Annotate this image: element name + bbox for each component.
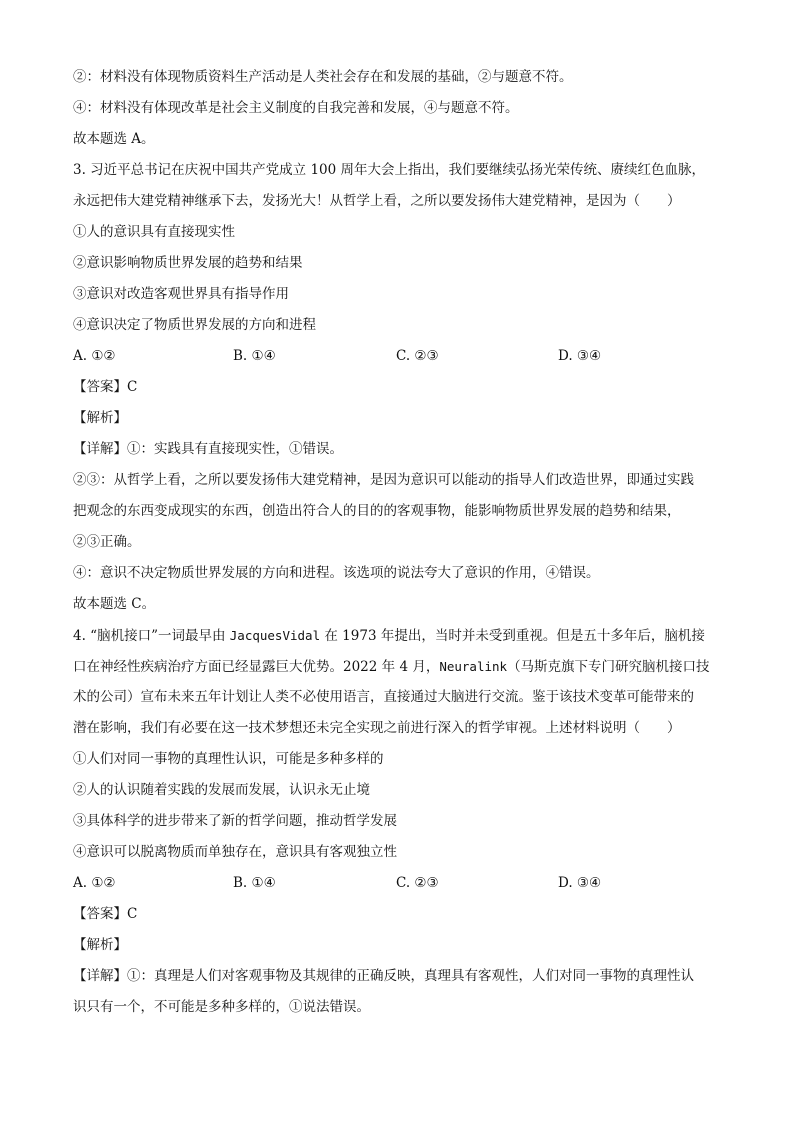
choice-c: C. ②③ xyxy=(396,348,439,364)
option-statement: ④意识可以脱离物质而单独存在，意识具有客观独立性 xyxy=(73,844,397,860)
question-4 xyxy=(73,620,723,1023)
detail-line: 识只有一个，不可能是多种多样的，①说法错误。 xyxy=(73,999,370,1015)
question-stem: 3. 习近平总书记在庆祝中国共产党成立 100 周年大会上指出，我们要继续弘扬光荣传统、赓续红色血脉， xyxy=(73,162,706,178)
document-page xyxy=(73,62,723,1023)
question-stem: 永远把伟大建党精神继承下去，发扬光大！从哲学上看，之所以要发扬伟大建党精神，是因为（ ） xyxy=(73,193,681,209)
text-line: ④：材料没有体现改革是社会主义制度的自我完善和发展，④与题意不符。 xyxy=(73,100,519,116)
answer-label: 【答案】C xyxy=(73,379,138,395)
option-statement: ②意识影响物质世界发展的趋势和结果 xyxy=(73,255,303,271)
option-statement: ②人的认识随着实践的发展而发展，认识永无止境 xyxy=(73,782,370,798)
answer-choices xyxy=(73,341,723,372)
choice-b: B. ①④ xyxy=(233,875,276,891)
answer-choices xyxy=(73,868,723,899)
stem-text: （马斯克旗下专门研究脑机接口技 xyxy=(507,659,710,675)
option-statement: ③具体科学的进步带来了新的哲学问题，推动哲学发展 xyxy=(73,813,397,829)
question-stem: 潜在影响，我们有必要在这一技术梦想还未完全实现之前进行深入的哲学审视。上述材料说明（ ） xyxy=(73,720,681,736)
question-3 xyxy=(73,155,723,620)
option-statement: ①人们对同一事物的真理性认识，可能是多种多样的 xyxy=(73,751,384,767)
analysis-label: 【解析】 xyxy=(73,937,127,953)
detail-line: ②③正确。 xyxy=(73,534,141,550)
question-stem xyxy=(73,651,723,682)
detail-line: ②③：从哲学上看，之所以要发扬伟大建党精神，是因为意识可以能动的指导人们改造世界，即通过实践 xyxy=(73,472,694,488)
choice-b: B. ①④ xyxy=(233,348,276,364)
choice-d: D. ③④ xyxy=(558,875,602,891)
choice-a: A. ①② xyxy=(73,348,116,364)
detail-line: 【详解】①：真理是人们对客观事物及其规律的正确反映，真理具有客观性，人们对同一事物的真理性认 xyxy=(73,968,694,984)
detail-line: 【详解】①：实践具有直接现实性，①错误。 xyxy=(73,441,343,457)
text-line: 故本题选 A。 xyxy=(73,131,155,147)
stem-text: 4. “脑机接口”一词最早由 xyxy=(73,628,230,644)
question-stem: 术的公司）宣布未来五年计划让人类不必使用语言，直接通过大脑进行交流。鉴于该技术变革可能带来的 xyxy=(73,689,694,705)
option-statement: ①人的意识具有直接现实性 xyxy=(73,224,235,240)
choice-c: C. ②③ xyxy=(396,875,439,891)
option-statement: ④意识决定了物质世界发展的方向和进程 xyxy=(73,317,316,333)
choice-d: D. ③④ xyxy=(558,348,602,364)
detail-line: 故本题选 C。 xyxy=(73,596,156,612)
question-stem xyxy=(73,620,723,651)
stem-text: 在 1973 年提出，当时并未受到重视。但是五十多年后，脑机接 xyxy=(320,628,705,644)
choice-a: A. ①② xyxy=(73,875,116,891)
text-line: ②：材料没有体现物质资料生产活动是人类社会存在和发展的基础，②与题意不符。 xyxy=(73,69,573,85)
detail-line: 把观念的东西变成现实的东西，创造出符合人的目的的客观事物，能影响物质世界发展的趋势和结果， xyxy=(73,503,681,519)
stem-latin-name: Neuralink xyxy=(439,659,508,674)
analysis-label: 【解析】 xyxy=(73,410,127,426)
answer-label: 【答案】C xyxy=(73,906,138,922)
detail-line: ④：意识不决定物质世界发展的方向和进程。该选项的说法夸大了意识的作用，④错误。 xyxy=(73,565,600,581)
stem-latin-name: JacquesVidal xyxy=(229,628,321,643)
option-statement: ③意识对改造客观世界具有指导作用 xyxy=(73,286,289,302)
stem-text: 口在神经性疾病治疗方面已经显露巨大优势。2022 年 4 月， xyxy=(73,659,440,675)
